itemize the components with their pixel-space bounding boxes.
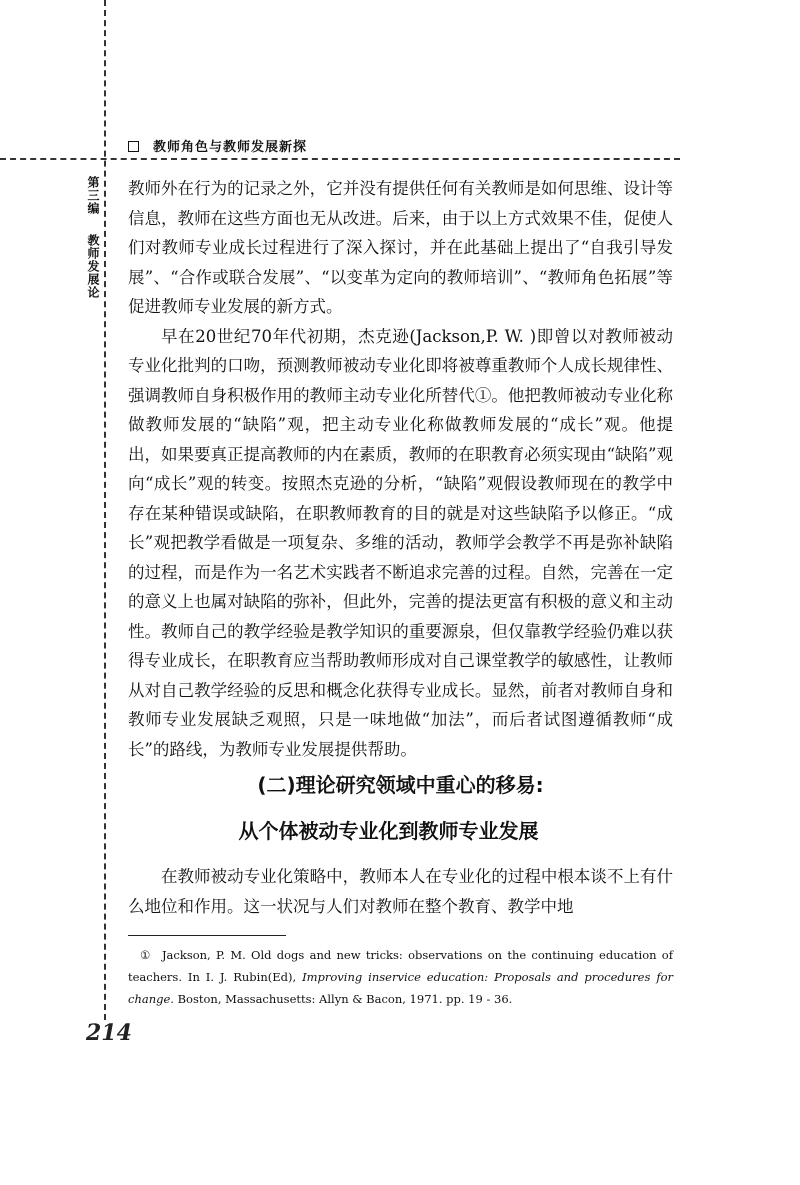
- footnote-book-title: Improving inservice education: Proposals and procedures for change.: [128, 970, 673, 1006]
- footnote-text-a: Jackson, P. M. Old dogs and new tricks: observations on the continuing education of teachers. In I. J. Rubin(Ed),: [128, 948, 673, 984]
- side-tab-part: 第三编: [86, 176, 100, 215]
- section-body: [128, 862, 673, 921]
- section-heading: [128, 762, 673, 854]
- square-bullet-icon: [128, 141, 139, 152]
- page-number: 214: [86, 1020, 132, 1046]
- section-paragraph: 在教师被动专业化策略中，教师本人在专业化的过程中根本谈不上有什么地位和作用。这一状况与人们对教师在整个教育、教学中地: [128, 867, 673, 916]
- body-paragraph-1: 教师外在行为的记录之外，它并没有提供任何有关教师是如何思维、设计等信息，教师在这些方面也无从改进。后来，由于以上方式效果不佳，促使人们对教师专业成长过程进行了深入探讨，并在此基础上提出了“自我引导发展”、“合作或联合发展”、“以变革为定向的教师培训”、“教师角色拓展”等促进教师专业发展的新方式。: [128, 179, 673, 316]
- running-header: [128, 136, 307, 155]
- footnote-rule: [128, 935, 286, 936]
- section-heading-line-2: 从个体被动专业化到教师专业发展: [238, 819, 539, 843]
- section-heading-line-1: (二)理论研究领域中重心的移易:: [257, 773, 544, 797]
- footnote: [128, 944, 673, 1010]
- body-paragraph-2: 早在20世纪70年代初期，杰克逊(Jackson,P. W. )即曾以对教师被动专业化批判的口吻，预测教师被动专业化即将被尊重教师个人成长规律性、强调教师自身积极作用的教师主动专业化所替代①。他把教师被动专业化称做教师发展的“缺陷”观，把主动专业化称做教师发展的“成长”观。他提出，如果要真正提高教师的内在素质，教师的在职教育必须实现由“缺陷”观向“成长”观的转变。按照杰克逊的分析，“缺陷”观假设教师现在的教学中存在某种错误或缺陷，在职教师教育的目的就是对这些缺陷予以修正。“成长”观把教学看做是一项复杂、多维的活动，教师学会教学不再是弥补缺陷的过程，而是作为一名艺术实践者不断追求完善的过程。自然，完善在一定的意义上也属对缺陷的弥补，但此外，完善的提法更富有积极的意义和主动性。教师自己的教学经验是教学知识的重要源泉，但仅靠教学经验仍难以获得专业成长，在职教育应当帮助教师形成对自己课堂教学的敏感性，让教师从对自己教学经验的反思和概念化获得专业成长。显然，前者对教师自身和教师专业发展缺乏观照，只是一味地做“加法”，而后者试图遵循教师“成长”的路线，为教师专业发展提供帮助。: [128, 326, 673, 759]
- margin-dashed-vertical-rule: [104, 0, 106, 1020]
- side-tab-title: 教师发展论: [86, 234, 100, 299]
- header-dashed-horizontal-rule: [0, 158, 680, 160]
- footnote-mark: ①: [140, 948, 152, 962]
- running-header-title: 教师角色与教师发展新探: [153, 140, 308, 155]
- body-text-block: [128, 174, 673, 764]
- footnote-text-b: Boston, Massachusetts: Allyn & Bacon, 1971. pp. 19 - 36.: [173, 992, 513, 1006]
